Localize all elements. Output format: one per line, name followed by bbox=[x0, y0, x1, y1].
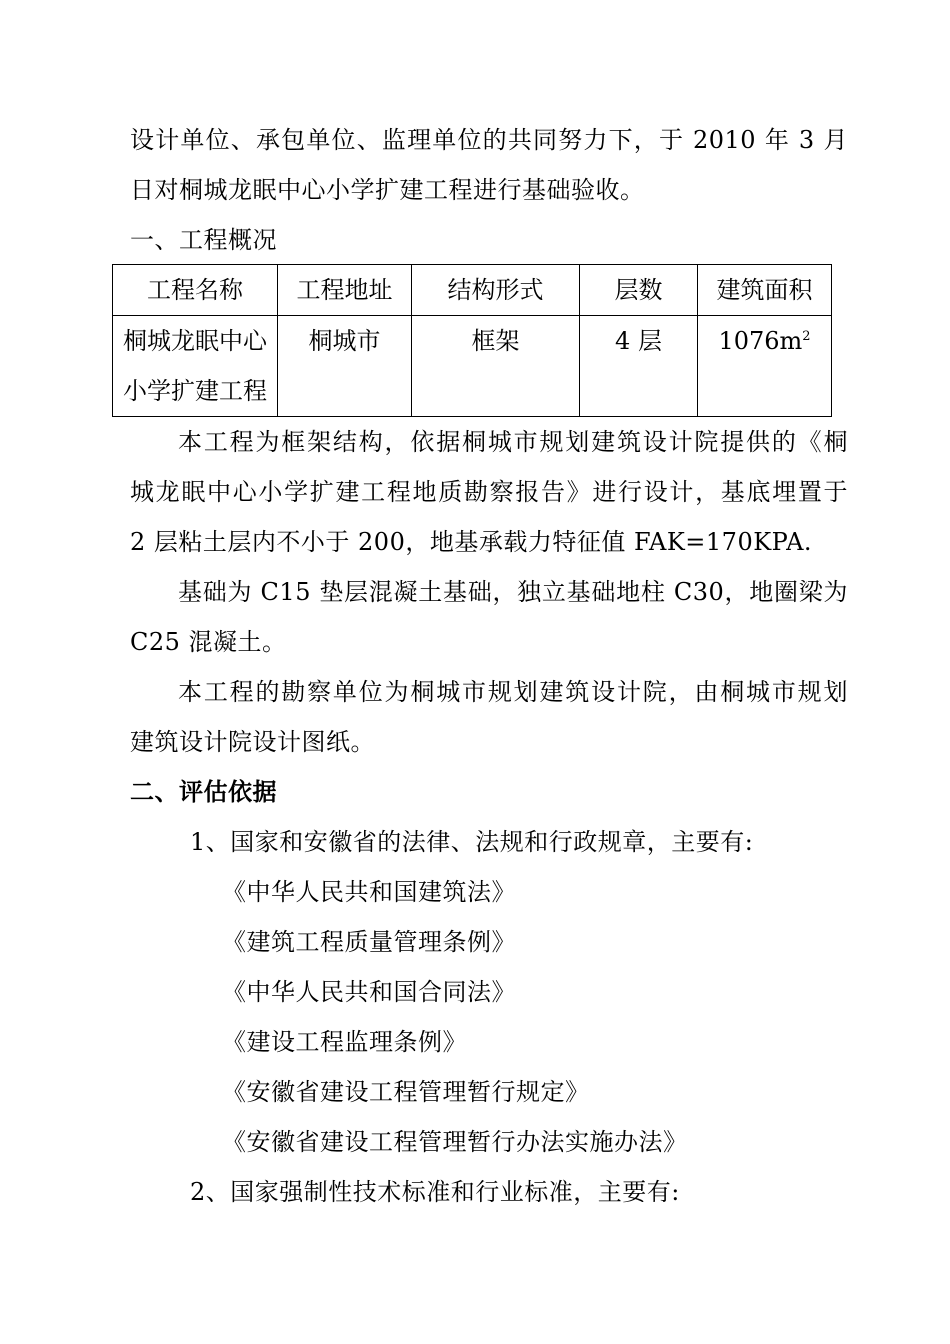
para-2-line-2: C25 混凝土。 bbox=[130, 628, 287, 656]
project-name-line-2: 小学扩建工程 bbox=[123, 377, 267, 405]
project-address-cell bbox=[278, 316, 412, 417]
law-list-item: 《安徽省建设工程管理暂行规定》 bbox=[222, 1078, 590, 1106]
basis-item-1: 1、国家和安徽省的法律、法规和行政规章，主要有: bbox=[190, 828, 754, 856]
law-list-item: 《安徽省建设工程管理暂行办法实施办法》 bbox=[222, 1128, 688, 1156]
table-row bbox=[113, 316, 832, 417]
law-list-item: 《中华人民共和国建筑法》 bbox=[222, 878, 516, 906]
table-header-cell: 建筑面积 bbox=[698, 265, 832, 316]
law-list-item: 《建设工程监理条例》 bbox=[222, 1028, 467, 1056]
project-name-cell bbox=[113, 316, 278, 417]
table-header-cell: 工程地址 bbox=[278, 265, 412, 316]
project-address: 桐城市 bbox=[308, 327, 381, 355]
building-area-cell bbox=[698, 316, 832, 417]
para-2-line-1: 基础为 C15 垫层混凝土基础，独立基础地柱 C30，地圈梁为 bbox=[178, 578, 848, 606]
para-3-line-1: 本工程的勘察单位为桐城市规划建筑设计院，由桐城市规划 bbox=[178, 678, 848, 706]
building-area-value: 1076m bbox=[718, 327, 803, 355]
floor-count: 4 层 bbox=[615, 327, 662, 355]
para-1-line-2: 城龙眠中心小学扩建工程地质勘察报告》进行设计，基底埋置于 bbox=[130, 478, 848, 506]
law-list-item: 《中华人民共和国合同法》 bbox=[222, 978, 516, 1006]
building-area-unit-exponent: 2 bbox=[802, 329, 811, 344]
project-overview-table bbox=[112, 264, 832, 417]
project-name-line-1: 桐城龙眠中心 bbox=[123, 327, 267, 355]
para-1-line-1: 本工程为框架结构，依据桐城市规划建筑设计院提供的《桐 bbox=[178, 428, 848, 456]
building-area bbox=[698, 316, 831, 366]
structure-type-cell bbox=[412, 316, 580, 417]
floors-cell bbox=[580, 316, 698, 417]
para-3-line-2: 建筑设计院设计图纸。 bbox=[130, 728, 375, 756]
intro-line-2: 日对桐城龙眠中心小学扩建工程进行基础验收。 bbox=[130, 176, 645, 204]
table-header-cell: 层数 bbox=[580, 265, 698, 316]
table-header-row bbox=[113, 265, 832, 316]
para-1-line-3: 2 层粘土层内不小于 200，地基承载力特征值 FAK=170KPA. bbox=[130, 528, 813, 556]
structure-type: 框架 bbox=[471, 327, 520, 355]
basis-item-2: 2、国家强制性技术标准和行业标准，主要有: bbox=[190, 1178, 680, 1206]
law-list-item: 《建筑工程质量管理条例》 bbox=[222, 928, 516, 956]
section-1-heading: 一、工程概况 bbox=[130, 226, 277, 254]
table-header-cell: 工程名称 bbox=[113, 265, 278, 316]
section-2-heading: 二、评估依据 bbox=[130, 777, 277, 806]
intro-line-1: 设计单位、承包单位、监理单位的共同努力下，于 2010 年 3 月 bbox=[130, 126, 848, 154]
table-header-cell: 结构形式 bbox=[412, 265, 580, 316]
